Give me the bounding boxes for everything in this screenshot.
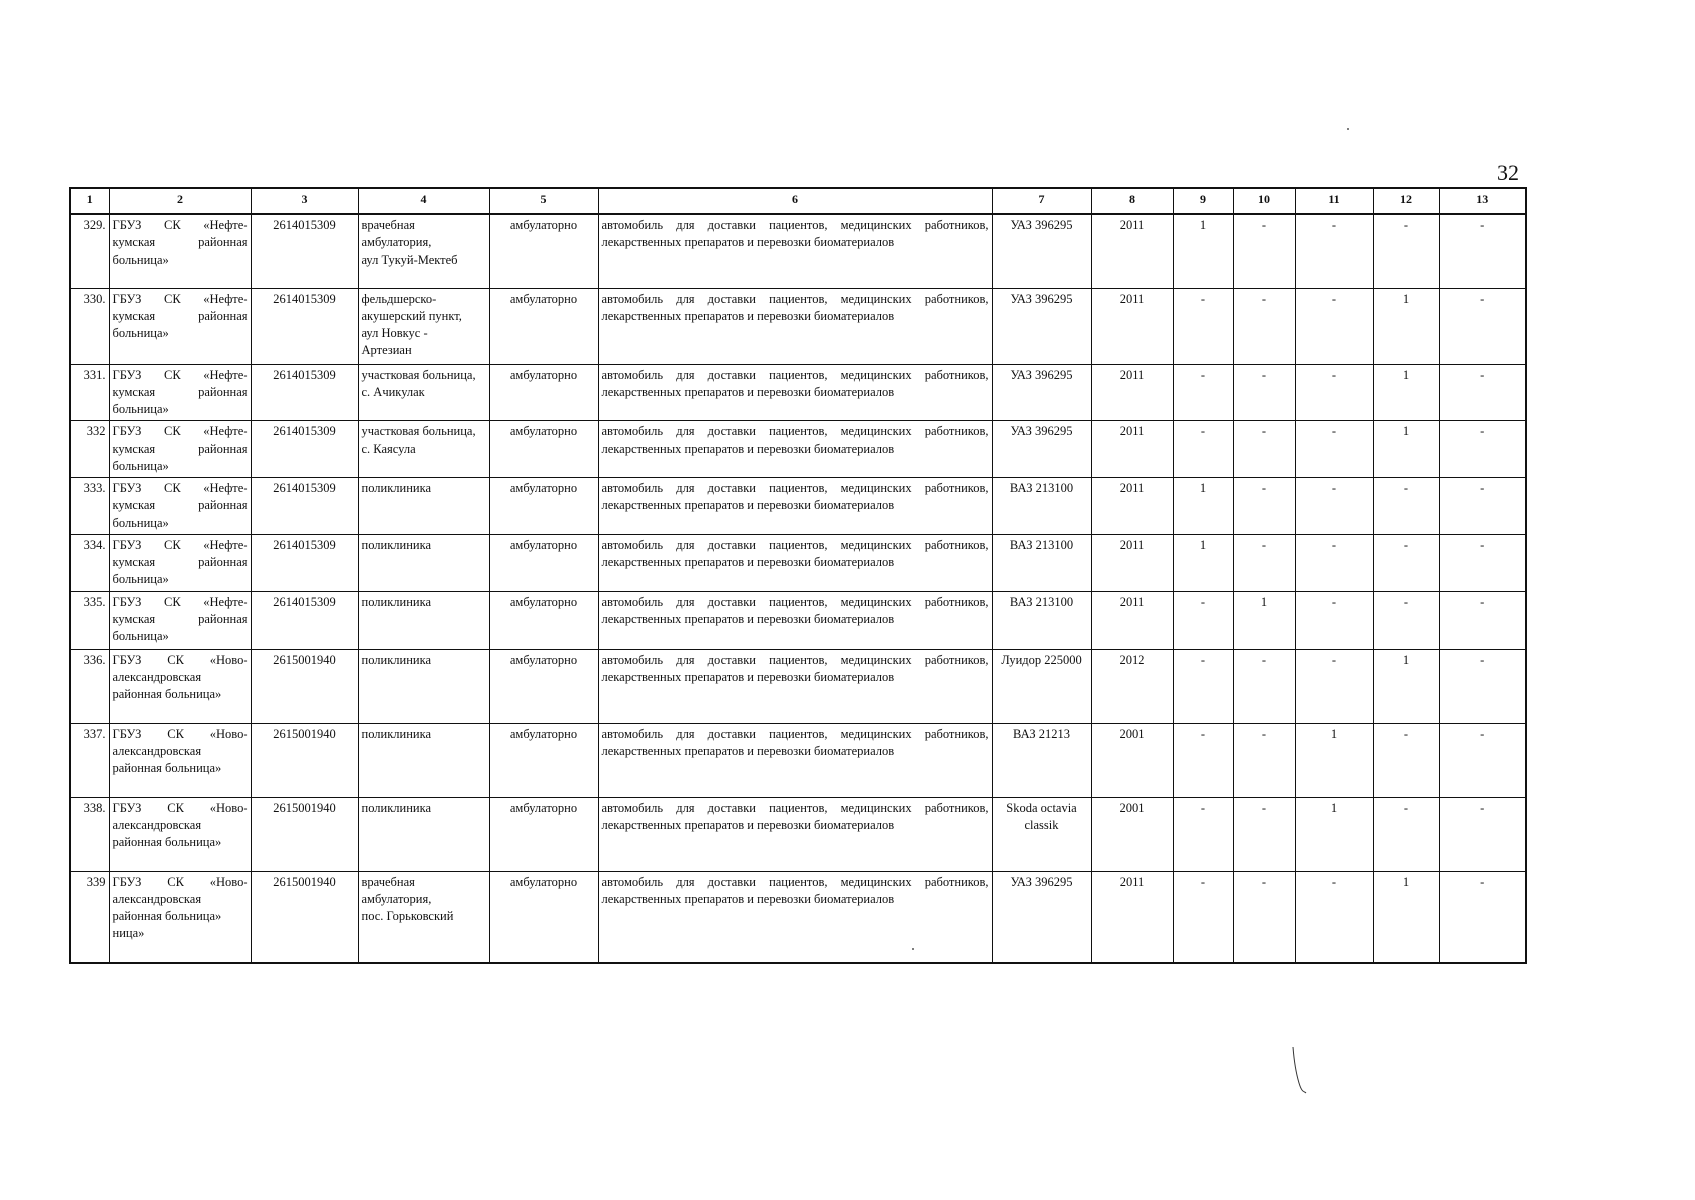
col-9-value: 1 (1173, 534, 1233, 591)
col-13-value: - (1439, 478, 1526, 535)
col-11-value: - (1295, 364, 1373, 421)
col-12-value: - (1373, 478, 1439, 535)
org-name-part: районная (198, 498, 248, 513)
col-13-value: - (1439, 364, 1526, 421)
facility-location: участковая больница, с. Ачикулак (358, 364, 489, 421)
col-12-value: - (1373, 797, 1439, 871)
org-name-part: больница» (112, 515, 169, 530)
column-header-13: 13 (1439, 188, 1526, 214)
facility-location: поликлиника (358, 478, 489, 535)
org-region: СК (163, 537, 181, 552)
organization-name (109, 649, 251, 723)
table-row (70, 534, 1526, 591)
organization-name (109, 364, 251, 421)
org-region: СК (167, 800, 184, 815)
row-number: 336. (70, 649, 109, 723)
inn-code: 2614015309 (251, 421, 358, 478)
org-name-part: кумская (112, 611, 156, 626)
vehicle-purpose: автомобиль для доставки пациентов, медицинских работников, лекарственных препаратов и перевозки биоматериалов (598, 591, 992, 649)
service-mode: амбулаторно (489, 288, 598, 364)
organization-name (109, 478, 251, 535)
inn-code: 2614015309 (251, 214, 358, 288)
org-region: СК (167, 726, 184, 741)
org-name-part: ница» (112, 926, 145, 941)
row-number: 339 (70, 871, 109, 963)
col-11-value: - (1295, 421, 1373, 478)
vehicle-year: 2011 (1091, 591, 1173, 649)
org-name-part: районная больница» (112, 761, 222, 775)
register-table (69, 187, 1527, 964)
vehicle-model: ВАЗ 213100 (992, 478, 1091, 535)
table-row (70, 288, 1526, 364)
col-9-value: - (1173, 288, 1233, 364)
table-row (70, 649, 1526, 723)
col-9-value: - (1173, 723, 1233, 797)
vehicle-purpose: автомобиль для доставки пациентов, медицинских работников, лекарственных препаратов и перевозки биоматериалов (598, 214, 992, 288)
org-name-part: «Ново- (209, 726, 248, 741)
vehicle-model: ВАЗ 213100 (992, 534, 1091, 591)
col-9-value: - (1173, 871, 1233, 963)
org-name-part: александровская (112, 743, 202, 758)
column-header-9: 9 (1173, 188, 1233, 214)
vehicle-model: УАЗ 396295 (992, 871, 1091, 963)
org-region: СК (163, 424, 181, 439)
col-13-value: - (1439, 288, 1526, 364)
org-name-part: районная больница» (112, 835, 222, 849)
org-name-part: больница» (112, 402, 169, 416)
org-name-part: районная (198, 611, 248, 626)
col-9-value: 1 (1173, 478, 1233, 535)
inn-code: 2614015309 (251, 591, 358, 649)
column-header-6: 6 (598, 188, 992, 214)
vehicle-model: УАЗ 396295 (992, 214, 1091, 288)
row-number: 337. (70, 723, 109, 797)
table-row (70, 797, 1526, 871)
col-10-value: - (1233, 649, 1295, 723)
column-header-4: 4 (358, 188, 489, 214)
org-name-part: «Нефте- (203, 537, 248, 552)
org-region: СК (167, 652, 184, 667)
facility-location: поликлиника (358, 591, 489, 649)
col-12-value: 1 (1373, 288, 1439, 364)
col-10-value: - (1233, 364, 1295, 421)
col-11-value: - (1295, 649, 1373, 723)
col-10-value: - (1233, 421, 1295, 478)
col-11-value: - (1295, 214, 1373, 288)
inn-code: 2615001940 (251, 797, 358, 871)
col-12-value: 1 (1373, 649, 1439, 723)
service-mode: амбулаторно (489, 797, 598, 871)
vehicle-model: ВАЗ 213100 (992, 591, 1091, 649)
row-number: 332 (70, 421, 109, 478)
org-region: СК (163, 291, 181, 306)
org-name-part: больница» (112, 252, 169, 267)
org-type: ГБУЗ (112, 652, 142, 667)
org-name-part: районная (198, 384, 248, 399)
vehicle-year: 2012 (1091, 649, 1173, 723)
col-13-value: - (1439, 214, 1526, 288)
col-9-value: 1 (1173, 214, 1233, 288)
org-name-part: больница» (112, 326, 169, 340)
inn-code: 2614015309 (251, 288, 358, 364)
vehicle-model: УАЗ 396295 (992, 421, 1091, 478)
col-12-value: - (1373, 534, 1439, 591)
vehicle-year: 2001 (1091, 723, 1173, 797)
col-13-value: - (1439, 534, 1526, 591)
vehicle-purpose: автомобиль для доставки пациентов, медицинских работников, лекарственных препаратов и перевозки биоматериалов (598, 534, 992, 591)
column-header-7: 7 (992, 188, 1091, 214)
table-row (70, 871, 1526, 963)
org-name-part: александровская (112, 891, 202, 906)
vehicle-purpose: автомобиль для доставки пациентов, медицинских работников, лекарственных препаратов и перевозки биоматериалов (598, 797, 992, 871)
service-mode: амбулаторно (489, 723, 598, 797)
column-header-1: 1 (70, 188, 109, 214)
org-region: СК (163, 367, 181, 382)
vehicle-year: 2011 (1091, 871, 1173, 963)
org-region: СК (163, 594, 181, 609)
vehicle-year: 2011 (1091, 214, 1173, 288)
org-name-part: районная (198, 308, 248, 323)
table-row (70, 364, 1526, 421)
org-name-part: «Нефте- (203, 367, 248, 382)
col-13-value: - (1439, 591, 1526, 649)
facility-location: поликлиника (358, 534, 489, 591)
org-name-part: кумская (112, 235, 156, 250)
facility-location: врачебная амбулатория, пос. Горьковский (358, 871, 489, 963)
org-name-part: районная (198, 441, 248, 456)
org-name-part: «Нефте- (203, 481, 248, 495)
org-name-part: кумская (112, 498, 156, 513)
table-row (70, 421, 1526, 478)
org-type: ГБУЗ (112, 594, 142, 609)
vehicle-purpose: автомобиль для доставки пациентов, медицинских работников, лекарственных препаратов и перевозки биоматериалов (598, 723, 992, 797)
vehicle-model: ВАЗ 21213 (992, 723, 1091, 797)
col-10-value: - (1233, 797, 1295, 871)
facility-location: поликлиника (358, 797, 489, 871)
col-9-value: - (1173, 797, 1233, 871)
row-number: 329. (70, 214, 109, 288)
table-row (70, 214, 1526, 288)
service-mode: амбулаторно (489, 478, 598, 535)
org-name-part: районная (198, 555, 248, 569)
org-name-part: александровская (112, 669, 202, 684)
column-header-12: 12 (1373, 188, 1439, 214)
organization-name (109, 534, 251, 591)
col-13-value: - (1439, 649, 1526, 723)
col-11-value: - (1295, 288, 1373, 364)
org-type: ГБУЗ (112, 424, 142, 439)
col-12-value: 1 (1373, 364, 1439, 421)
vehicle-purpose: автомобиль для доставки пациентов, медицинских работников, лекарственных препаратов и перевозки биоматериалов (598, 871, 992, 963)
column-header-3: 3 (251, 188, 358, 214)
col-12-value: 1 (1373, 421, 1439, 478)
inn-code: 2615001940 (251, 649, 358, 723)
inn-code: 2615001940 (251, 723, 358, 797)
org-name-part: районная больница» (112, 909, 222, 923)
col-12-value: 1 (1373, 871, 1439, 963)
column-header-2: 2 (109, 188, 251, 214)
org-name-part: больница» (112, 458, 169, 473)
col-11-value: - (1295, 871, 1373, 963)
org-name-part: кумская (112, 308, 156, 323)
row-number: 338. (70, 797, 109, 871)
col-10-value: - (1233, 534, 1295, 591)
row-number: 331. (70, 364, 109, 421)
col-10-value: 1 (1233, 591, 1295, 649)
col-12-value: - (1373, 214, 1439, 288)
row-number: 330. (70, 288, 109, 364)
vehicle-year: 2011 (1091, 534, 1173, 591)
org-type: ГБУЗ (112, 218, 142, 232)
table-row (70, 478, 1526, 535)
organization-name (109, 288, 251, 364)
col-12-value: - (1373, 591, 1439, 649)
org-name-part: кумская (112, 555, 156, 569)
service-mode: амбулаторно (489, 871, 598, 963)
service-mode: амбулаторно (489, 649, 598, 723)
org-type: ГБУЗ (112, 367, 142, 382)
col-11-value: 1 (1295, 723, 1373, 797)
vehicle-year: 2001 (1091, 797, 1173, 871)
org-name-part: «Нефте- (203, 424, 248, 439)
vehicle-model: УАЗ 396295 (992, 288, 1091, 364)
vehicle-purpose: автомобиль для доставки пациентов, медицинских работников, лекарственных препаратов и перевозки биоматериалов (598, 421, 992, 478)
org-type: ГБУЗ (112, 537, 142, 552)
service-mode: амбулаторно (489, 534, 598, 591)
row-number: 334. (70, 534, 109, 591)
facility-location: поликлиника (358, 649, 489, 723)
vehicle-year: 2011 (1091, 364, 1173, 421)
org-region: СК (163, 218, 181, 232)
organization-name (109, 797, 251, 871)
vehicle-purpose: автомобиль для доставки пациентов, медицинских работников, лекарственных препаратов и перевозки биоматериалов (598, 364, 992, 421)
org-name-part: кумская (112, 384, 156, 399)
org-type: ГБУЗ (112, 800, 142, 815)
header-row (70, 188, 1526, 214)
col-11-value: - (1295, 591, 1373, 649)
org-name-part: больница» (112, 572, 169, 587)
organization-name (109, 214, 251, 288)
service-mode: амбулаторно (489, 214, 598, 288)
col-10-value: - (1233, 214, 1295, 288)
service-mode: амбулаторно (489, 421, 598, 478)
col-10-value: - (1233, 723, 1295, 797)
col-10-value: - (1233, 871, 1295, 963)
org-region: СК (163, 481, 181, 495)
org-type: ГБУЗ (112, 874, 142, 889)
org-name-part: районная (198, 235, 248, 250)
col-9-value: - (1173, 364, 1233, 421)
inn-code: 2614015309 (251, 364, 358, 421)
scan-speck (1347, 128, 1349, 130)
facility-location: фельдшерско- акушерский пункт, аул Новкус - Артезиан (358, 288, 489, 364)
vehicle-year: 2011 (1091, 288, 1173, 364)
row-number: 335. (70, 591, 109, 649)
col-12-value: - (1373, 723, 1439, 797)
inn-code: 2614015309 (251, 534, 358, 591)
table-row (70, 723, 1526, 797)
org-name-part: «Ново- (209, 874, 248, 889)
org-type: ГБУЗ (112, 291, 142, 306)
column-header-11: 11 (1295, 188, 1373, 214)
org-name-part: районная больница» (112, 687, 222, 701)
col-10-value: - (1233, 478, 1295, 535)
page-number: 32 (1497, 160, 1519, 185)
vehicle-year: 2011 (1091, 421, 1173, 478)
vehicle-purpose: автомобиль для доставки пациентов, медицинских работников, лекарственных препаратов и перевозки биоматериалов (598, 288, 992, 364)
org-name-part: «Ново- (209, 800, 248, 815)
column-header-8: 8 (1091, 188, 1173, 214)
vehicle-year: 2011 (1091, 478, 1173, 535)
vehicle-model: Skoda octavia classik (992, 797, 1091, 871)
col-9-value: - (1173, 649, 1233, 723)
pen-mark (1290, 1045, 1310, 1095)
col-11-value: - (1295, 534, 1373, 591)
organization-name (109, 591, 251, 649)
organization-name (109, 421, 251, 478)
org-name-part: александровская (112, 817, 202, 832)
row-number: 333. (70, 478, 109, 535)
col-13-value: - (1439, 797, 1526, 871)
col-13-value: - (1439, 421, 1526, 478)
vehicle-purpose: автомобиль для доставки пациентов, медицинских работников, лекарственных препаратов и перевозки биоматериалов (598, 478, 992, 535)
inn-code: 2615001940 (251, 871, 358, 963)
column-header-5: 5 (489, 188, 598, 214)
col-13-value: - (1439, 723, 1526, 797)
org-name-part: больница» (112, 629, 169, 643)
table-row (70, 591, 1526, 649)
col-11-value: 1 (1295, 797, 1373, 871)
col-10-value: - (1233, 288, 1295, 364)
col-9-value: - (1173, 591, 1233, 649)
facility-location: поликлиника (358, 723, 489, 797)
org-name-part: «Нефте- (203, 218, 248, 232)
org-type: ГБУЗ (112, 481, 142, 495)
column-header-10: 10 (1233, 188, 1295, 214)
col-11-value: - (1295, 478, 1373, 535)
vehicle-purpose: автомобиль для доставки пациентов, медицинских работников, лекарственных препаратов и перевозки биоматериалов (598, 649, 992, 723)
org-name-part: «Ново- (209, 652, 248, 667)
org-region: СК (167, 874, 184, 889)
service-mode: амбулаторно (489, 364, 598, 421)
col-9-value: - (1173, 421, 1233, 478)
org-name-part: кумская (112, 441, 156, 456)
facility-location: участковая больница, с. Каясула (358, 421, 489, 478)
vehicle-model: УАЗ 396295 (992, 364, 1091, 421)
col-13-value: - (1439, 871, 1526, 963)
org-name-part: «Нефте- (203, 594, 248, 609)
org-type: ГБУЗ (112, 726, 142, 741)
vehicle-model: Луидор 225000 (992, 649, 1091, 723)
table-body (70, 214, 1526, 963)
organization-name (109, 871, 251, 963)
org-name-part: «Нефте- (203, 291, 248, 306)
inn-code: 2614015309 (251, 478, 358, 535)
facility-location: врачебная амбулатория, аул Тукуй-Мектеб (358, 214, 489, 288)
service-mode: амбулаторно (489, 591, 598, 649)
organization-name (109, 723, 251, 797)
